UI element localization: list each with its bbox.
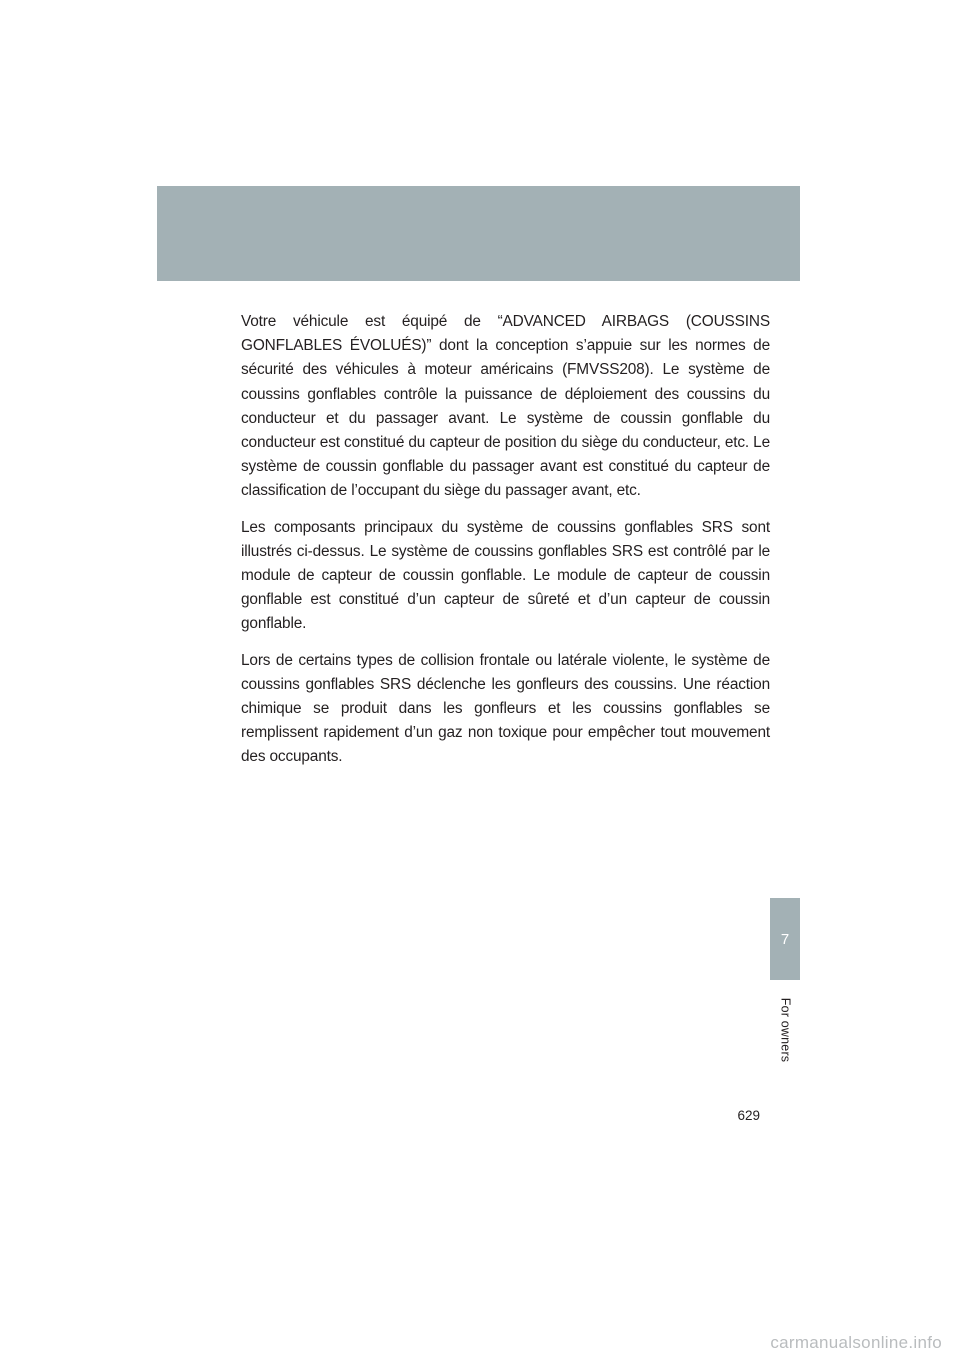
chapter-number: 7 <box>780 930 790 948</box>
paragraph-collision: Lors de certains types de collision frontale ou latérale violente, le système de coussins gonflables SRS déclenche les gonfleurs des coussins. Une réaction chimique se produit dans les gonfleurs et les coussins gonflables se remplissent rapidement d’un gaz non toxique pour empêcher tout mouvement des occupants. <box>241 651 770 766</box>
chapter-label <box>770 990 800 1070</box>
chapter-label-text: For owners <box>778 997 792 1063</box>
paragraph-advanced-airbags: Votre véhicule est équipé de “ADVANCED AIRBAGS (COUSSINS GONFLABLES ÉVOLUÉS)” dont la conception s’appuie sur les normes de sécurité des véhicules à moteur américains (FMVSS208). Le système de coussins gonflables contrôle la puissance de déploiement des coussins du conducteur et du passager avant. Le système de coussin gonflable du conducteur est constitué du capteur de position du siège du conducteur, etc. Le système de coussin gonflable du passager avant est constitué du capteur de classification de l’occupant du siège du passager avant, etc. <box>241 313 770 500</box>
body-text <box>241 310 770 782</box>
page-number: 629 <box>737 1108 760 1123</box>
chapter-tab <box>770 898 800 980</box>
paragraph-srs-components: Les composants principaux du système de coussins gonflables SRS sont illustrés ci-dessus. Le système de coussins gonflables SRS est contrôlé par le module de capteur de coussin gonflable. Le module de capteur de coussin gonflable est constitué d’un capteur de sûreté et d’un capteur de coussin gonflable. <box>241 518 770 633</box>
watermark: carmanualsonline.info <box>770 1333 942 1352</box>
header-band <box>157 186 800 281</box>
